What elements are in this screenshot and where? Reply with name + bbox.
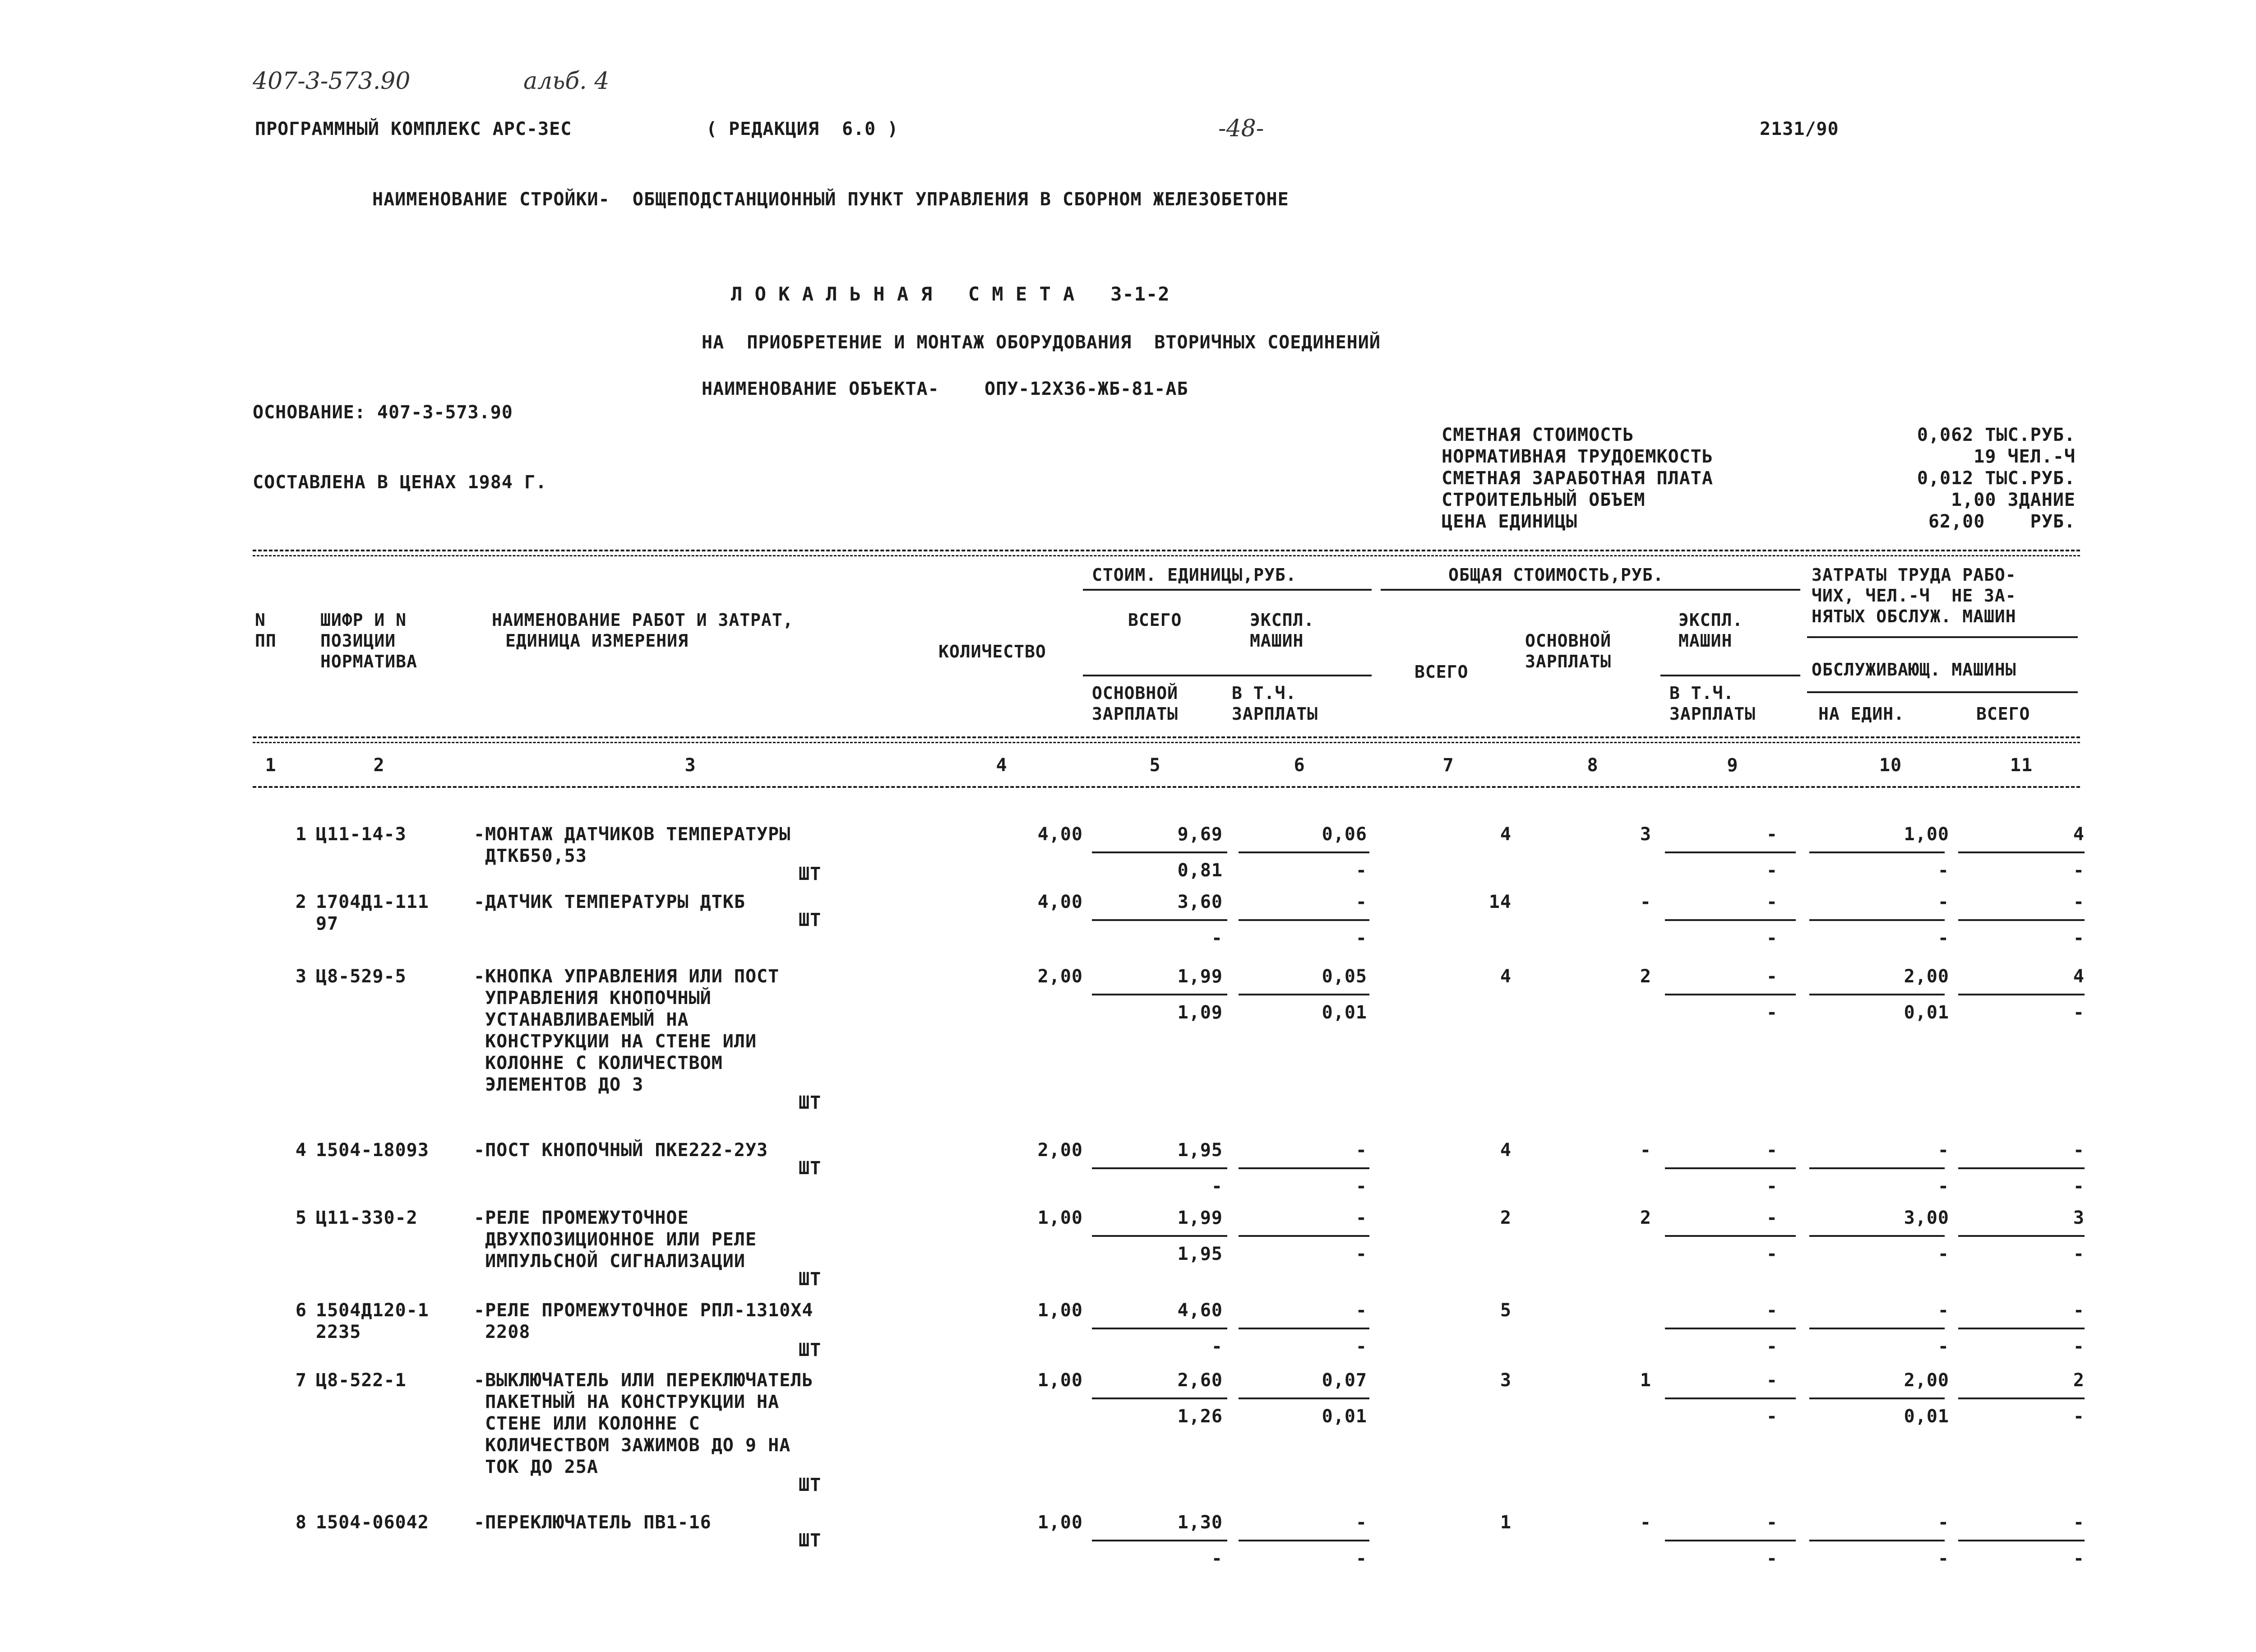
cell-c6a: - — [1355, 1512, 1367, 1533]
cell-c9a: - — [1766, 1370, 1778, 1391]
cell-c9b: - — [1766, 1176, 1778, 1197]
summary-value: 1,00 ЗДАНИЕ — [1951, 490, 2076, 510]
cell-c11a: - — [2073, 1512, 2085, 1533]
cell-c10b: - — [1937, 1548, 1949, 1569]
cell-c5b: 1,95 — [1177, 1244, 1223, 1264]
page-title: Л О К А Л Ь Н А Я С М Е Т А 3-1-2 — [731, 283, 1170, 305]
header-labor: ЧИХ, ЧЕЛ.-Ч НЕ ЗА- — [1812, 586, 2016, 606]
cell-c5b: - — [1211, 1336, 1223, 1357]
work-name: КОЛИЧЕСТВОМ ЗАЖИМОВ ДО 9 НА — [474, 1435, 791, 1456]
work-name: -КНОПКА УПРАВЛЕНИЯ ИЛИ ПОСТ — [474, 966, 780, 987]
row-number: 4 — [295, 1140, 307, 1161]
cell-c9a: - — [1766, 1140, 1778, 1161]
cell-underline — [1665, 1540, 1796, 1541]
summary-value: 0,062 ТЫС.РУБ. — [1917, 425, 2076, 445]
header-col2: ШИФР И N — [320, 610, 407, 630]
header-bottom-rule — [253, 742, 2080, 743]
work-name: 2208 — [474, 1322, 531, 1342]
construction-name: НАИМЕНОВАНИЕ СТРОЙКИ- ОБЩЕПОДСТАНЦИОННЫЙ ПУНКТ УПРАВЛЕНИЯ В СБОРНОМ ЖЕЛЕЗОБЕТОНЕ — [372, 189, 1289, 210]
page-subtitle: НА ПРИОБРЕТЕНИЕ И МОНТАЖ ОБОРУДОВАНИЯ ВТОРИЧНЫХ СОЕДИНЕНИЙ — [702, 332, 1381, 353]
cell-c8: 3 — [1640, 824, 1651, 845]
cell-c9b: - — [1766, 1336, 1778, 1357]
work-name: ТОК ДО 25А — [474, 1457, 598, 1477]
cell-underline — [1665, 1397, 1796, 1399]
cell-underline — [1958, 994, 2085, 995]
cell-c10a: 2,00 — [1904, 966, 1949, 987]
column-number: 1 — [265, 755, 277, 776]
header-unit-machines: МАШИН — [1250, 631, 1304, 651]
unit-label: ШТ — [799, 1340, 822, 1360]
work-name: -РЕЛЕ ПРОМЕЖУТОЧНОЕ РПЛ-1310Х4 — [474, 1300, 814, 1321]
cell-underline — [1665, 919, 1796, 921]
header-col3: ЕДИНИЦА ИЗМЕРЕНИЯ — [505, 631, 689, 651]
cell-underline — [1239, 1167, 1369, 1169]
cell-c11b: - — [2073, 1002, 2085, 1023]
cell-c9b: - — [1766, 1406, 1778, 1427]
header-col2: ПОЗИЦИИ — [320, 631, 396, 651]
header-unit-basic: ЗАРПЛАТЫ — [1092, 704, 1179, 724]
unit-label: ШТ — [799, 1475, 822, 1495]
cell-c8: - — [1640, 1140, 1651, 1161]
header-labor-serv: ОБСЛУЖИВАЮЩ. МАШИНЫ — [1812, 660, 2016, 680]
unit-label: ШТ — [799, 910, 822, 930]
column-number: 6 — [1294, 755, 1305, 776]
position-code: Ц11-330-2 — [316, 1208, 418, 1228]
header-numbers-rule — [253, 786, 2080, 788]
cell-underline — [1092, 1328, 1227, 1329]
header-unit-machines: ЭКСПЛ. — [1250, 610, 1315, 630]
cell-c9a: - — [1766, 824, 1778, 845]
cell-c8: - — [1640, 892, 1651, 912]
column-number: 8 — [1587, 755, 1599, 776]
edition-label: ( РЕДАКЦИЯ 6.0 ) — [706, 119, 899, 139]
position-code: 2235 — [316, 1322, 361, 1342]
header-col4: КОЛИЧЕСТВО — [938, 642, 1046, 662]
cell-underline — [1958, 1167, 2085, 1169]
cell-underline — [1809, 1167, 1945, 1169]
cell-c7: 5 — [1500, 1300, 1512, 1321]
cell-c10a: - — [1937, 1300, 1949, 1321]
handwritten-album: альб. 4 — [523, 68, 610, 95]
header-total-incl: В Т.Ч. — [1669, 683, 1734, 703]
cell-qty: 2,00 — [1037, 966, 1083, 987]
cell-underline — [1958, 1235, 2085, 1237]
work-name: УПРАВЛЕНИЯ КНОПОЧНЫЙ — [474, 988, 712, 1009]
column-number: 9 — [1727, 755, 1738, 776]
column-number: 10 — [1879, 755, 1902, 776]
cell-c10a: 3,00 — [1904, 1208, 1949, 1228]
header-top-rule — [253, 550, 2080, 551]
header-total-all: ВСЕГО — [1415, 662, 1469, 682]
cell-c5b: - — [1211, 1176, 1223, 1197]
cell-underline — [1958, 1328, 2085, 1329]
position-code: 1704Д1-111 — [316, 892, 429, 912]
cell-c6a: - — [1355, 1140, 1367, 1161]
summary-label: СМЕТНАЯ ЗАРАБОТНАЯ ПЛАТА — [1442, 468, 1713, 489]
cell-c7: 4 — [1500, 966, 1512, 987]
cell-c9b: - — [1766, 860, 1778, 881]
cell-c7: 14 — [1489, 892, 1512, 912]
cell-c6a: - — [1355, 1208, 1367, 1228]
cell-qty: 4,00 — [1037, 892, 1083, 912]
cell-c10b: - — [1937, 860, 1949, 881]
cell-c11a: - — [2073, 1300, 2085, 1321]
position-code: 1504Д120-1 — [316, 1300, 429, 1321]
column-number: 5 — [1149, 755, 1161, 776]
cell-c10b: 0,01 — [1904, 1002, 1949, 1023]
cell-underline — [1239, 1235, 1369, 1237]
header-col2: НОРМАТИВА — [320, 652, 417, 671]
header-total-basic: ОСНОВНОЙ — [1525, 631, 1612, 651]
cell-c5b: - — [1211, 928, 1223, 949]
cell-c11b: - — [2073, 1244, 2085, 1264]
cell-c6a: 0,06 — [1322, 824, 1367, 845]
cell-c11a: - — [2073, 892, 2085, 912]
cell-underline — [1809, 1328, 1945, 1329]
column-number: 4 — [996, 755, 1008, 776]
row-number: 8 — [295, 1512, 307, 1533]
cell-qty: 4,00 — [1037, 824, 1083, 845]
work-name: УСТАНАВЛИВАЕМЫЙ НА — [474, 1009, 689, 1030]
cell-c8: 2 — [1640, 966, 1651, 987]
cell-c10a: 1,00 — [1904, 824, 1949, 845]
row-number: 6 — [295, 1300, 307, 1321]
cell-c9b: - — [1766, 928, 1778, 949]
cell-c9b: - — [1766, 1002, 1778, 1023]
cell-c5b: 1,09 — [1177, 1002, 1223, 1023]
summary-label: СМЕТНАЯ СТОИМОСТЬ — [1442, 425, 1634, 445]
cell-underline — [1665, 1167, 1796, 1169]
cell-underline — [1809, 1235, 1945, 1237]
cell-c5a: 9,69 — [1177, 824, 1223, 845]
work-name: КОНСТРУКЦИИ НА СТЕНЕ ИЛИ — [474, 1031, 757, 1052]
cell-underline — [1958, 1540, 2085, 1541]
cell-underline — [1239, 851, 1369, 853]
header-bottom-rule — [253, 736, 2080, 738]
basis-label: ОСНОВАНИЕ: 407-3-573.90 — [253, 402, 513, 423]
header-divider — [1807, 636, 2078, 638]
cell-c10b: - — [1937, 928, 1949, 949]
unit-label: ШТ — [799, 1092, 822, 1113]
header-unit-incl: ЗАРПЛАТЫ — [1232, 704, 1318, 724]
header-total-cost: ОБЩАЯ СТОИМОСТЬ,РУБ. — [1448, 565, 1664, 585]
summary-label: ЦЕНА ЕДИНИЦЫ — [1442, 511, 1577, 532]
cell-c10a: 2,00 — [1904, 1370, 1949, 1391]
cell-c9a: - — [1766, 1512, 1778, 1533]
work-name: СТЕНЕ ИЛИ КОЛОННЕ С — [474, 1413, 700, 1434]
header-divider — [1807, 691, 2078, 693]
cell-c5a: 1,99 — [1177, 1208, 1223, 1228]
cell-c6b: - — [1355, 1548, 1367, 1569]
cell-underline — [1809, 919, 1945, 921]
summary-label: СТРОИТЕЛЬНЫЙ ОБЪЕМ — [1442, 490, 1646, 510]
cell-underline — [1809, 994, 1945, 995]
cell-c5b: 1,26 — [1177, 1406, 1223, 1427]
cell-c6b: - — [1355, 1176, 1367, 1197]
cell-underline — [1239, 1328, 1369, 1329]
cell-underline — [1665, 1235, 1796, 1237]
position-code: Ц8-529-5 — [316, 966, 407, 987]
cell-c10b: - — [1937, 1176, 1949, 1197]
header-unit-incl: В Т.Ч. — [1232, 683, 1297, 703]
cell-c5a: 1,30 — [1177, 1512, 1223, 1533]
work-name: ИМПУЛЬСНОЙ СИГНАЛИЗАЦИИ — [474, 1251, 745, 1272]
cell-c5a: 1,99 — [1177, 966, 1223, 987]
page-number: -48- — [1218, 115, 1264, 142]
position-code: 97 — [316, 913, 339, 934]
header-unit-basic: ОСНОВНОЙ — [1092, 683, 1179, 703]
cell-c5b: - — [1211, 1548, 1223, 1569]
work-name: -МОНТАЖ ДАТЧИКОВ ТЕМПЕРАТУРЫ — [474, 824, 791, 845]
unit-label: ШТ — [799, 1269, 822, 1290]
header-total-machines: ЭКСПЛ. — [1678, 610, 1743, 630]
cell-c5a: 3,60 — [1177, 892, 1223, 912]
row-number: 2 — [295, 892, 307, 912]
header-total-machines: МАШИН — [1678, 631, 1733, 651]
column-number: 11 — [2010, 755, 2033, 776]
position-code: 1504-06042 — [316, 1512, 429, 1533]
cell-c6a: - — [1355, 892, 1367, 912]
cell-underline — [1958, 851, 2085, 853]
position-code: Ц8-522-1 — [316, 1370, 407, 1391]
cell-c6a: 0,05 — [1322, 966, 1367, 987]
cell-c5a: 4,60 — [1177, 1300, 1223, 1321]
cell-c11a: 2 — [2073, 1370, 2085, 1391]
cell-c5a: 1,95 — [1177, 1140, 1223, 1161]
cell-c6a: 0,07 — [1322, 1370, 1367, 1391]
cell-c10a: - — [1937, 1512, 1949, 1533]
cell-c9b: - — [1766, 1244, 1778, 1264]
summary-value: 0,012 ТЫС.РУБ. — [1917, 468, 2076, 489]
work-name: ЭЛЕМЕНТОВ ДО 3 — [474, 1074, 644, 1095]
cell-c10b: - — [1937, 1244, 1949, 1264]
column-number: 3 — [684, 755, 696, 776]
cell-c11b: - — [2073, 1176, 2085, 1197]
cell-underline — [1092, 1235, 1227, 1237]
cell-c5b: 0,81 — [1177, 860, 1223, 881]
unit-label: ШТ — [799, 1158, 822, 1179]
work-name: -ПОСТ КНОПОЧНЫЙ ПКЕ222-2У3 — [474, 1140, 768, 1161]
position-code: 1504-18093 — [316, 1140, 429, 1161]
cell-c8: - — [1640, 1512, 1651, 1533]
header-unit-cost: СТОИМ. ЕДИНИЦЫ,РУБ. — [1092, 565, 1297, 585]
cell-underline — [1092, 919, 1227, 921]
cell-c7: 2 — [1500, 1208, 1512, 1228]
unit-label: ШТ — [799, 864, 822, 884]
cell-c6b: - — [1355, 860, 1367, 881]
cell-underline — [1239, 919, 1369, 921]
handwritten-project-code: 407-3-573.90 — [253, 68, 411, 95]
cell-qty: 2,00 — [1037, 1140, 1083, 1161]
work-name: -ДАТЧИК ТЕМПЕРАТУРЫ ДТКБ — [474, 892, 745, 912]
header-unit-total: ВСЕГО — [1128, 610, 1182, 630]
header-total-basic: ЗАРПЛАТЫ — [1525, 652, 1612, 671]
cell-qty: 1,00 — [1037, 1300, 1083, 1321]
cell-qty: 1,00 — [1037, 1370, 1083, 1391]
cell-c9a: - — [1766, 1208, 1778, 1228]
summary-label: НОРМАТИВНАЯ ТРУДОЕМКОСТЬ — [1442, 446, 1713, 467]
cell-c11a: 3 — [2073, 1208, 2085, 1228]
cell-c11b: - — [2073, 928, 2085, 949]
prices-note: СОСТАВЛЕНА В ЦЕНАХ 1984 Г. — [253, 472, 547, 493]
cell-underline — [1958, 1397, 2085, 1399]
work-name: -ВЫКЛЮЧАТЕЛЬ ИЛИ ПЕРЕКЛЮЧАТЕЛЬ — [474, 1370, 814, 1391]
header-labor: НЯТЫХ ОБСЛУЖ. МАШИН — [1812, 606, 2016, 626]
header-labor: ЗАТРАТЫ ТРУДА РАБО- — [1812, 565, 2016, 585]
cell-c8: 2 — [1640, 1208, 1651, 1228]
cell-underline — [1239, 1540, 1369, 1541]
header-divider — [1381, 589, 1800, 591]
work-name: КОЛОННЕ С КОЛИЧЕСТВОМ — [474, 1053, 723, 1074]
row-number: 7 — [295, 1370, 307, 1391]
right-code: 2131/90 — [1760, 119, 1839, 139]
cell-c9a: - — [1766, 892, 1778, 912]
header-divider — [1083, 675, 1372, 676]
position-code: Ц11-14-3 — [316, 824, 407, 845]
cell-c7: 4 — [1500, 1140, 1512, 1161]
cell-c6b: 0,01 — [1322, 1002, 1367, 1023]
row-number: 1 — [295, 824, 307, 845]
unit-label: ШТ — [799, 1530, 822, 1551]
cell-c7: 1 — [1500, 1512, 1512, 1533]
cell-underline — [1665, 1328, 1796, 1329]
program-line: ПРОГРАММНЫЙ КОМПЛЕКС АРС-ЗЕС — [255, 119, 572, 139]
cell-underline — [1092, 851, 1227, 853]
cell-underline — [1809, 1540, 1945, 1541]
cell-c11b: - — [2073, 1548, 2085, 1569]
work-name: ДВУХПОЗИЦИОННОЕ ИЛИ РЕЛЕ — [474, 1229, 757, 1250]
header-divider — [1660, 675, 1800, 676]
cell-c6b: - — [1355, 1244, 1367, 1264]
cell-underline — [1809, 1397, 1945, 1399]
cell-c9a: - — [1766, 1300, 1778, 1321]
cell-c11a: 4 — [2073, 824, 2085, 845]
header-divider — [1083, 589, 1372, 591]
cell-c10a: - — [1937, 892, 1949, 912]
cell-c6b: - — [1355, 1336, 1367, 1357]
cell-underline — [1092, 1397, 1227, 1399]
cell-c6a: - — [1355, 1300, 1367, 1321]
header-col1: N — [255, 610, 266, 630]
header-col1: ПП — [255, 631, 277, 651]
cell-c6b: - — [1355, 928, 1367, 949]
cell-underline — [1092, 1540, 1227, 1541]
cell-underline — [1809, 851, 1945, 853]
cell-c7: 4 — [1500, 824, 1512, 845]
cell-underline — [1665, 994, 1796, 995]
cell-c11b: - — [2073, 1336, 2085, 1357]
header-total-incl: ЗАРПЛАТЫ — [1669, 704, 1756, 724]
cell-underline — [1239, 994, 1369, 995]
cell-c11b: - — [2073, 1406, 2085, 1427]
row-number: 5 — [295, 1208, 307, 1228]
cell-underline — [1092, 994, 1227, 995]
header-col3: НАИМЕНОВАНИЕ РАБОТ И ЗАТРАТ, — [492, 610, 794, 630]
header-labor-unit: НА ЕДИН. — [1818, 704, 1905, 724]
row-number: 3 — [295, 966, 307, 987]
cell-qty: 1,00 — [1037, 1512, 1083, 1533]
summary-value: 62,00 РУБ. — [1928, 511, 2076, 532]
cell-c10b: 0,01 — [1904, 1406, 1949, 1427]
cell-c9a: - — [1766, 966, 1778, 987]
header-labor-total: ВСЕГО — [1976, 704, 2030, 724]
cell-c10b: - — [1937, 1336, 1949, 1357]
work-name: ПАКЕТНЫЙ НА КОНСТРУКЦИИ НА — [474, 1392, 780, 1412]
cell-c11b: - — [2073, 860, 2085, 881]
cell-underline — [1239, 1397, 1369, 1399]
cell-underline — [1665, 851, 1796, 853]
column-number: 2 — [373, 755, 385, 776]
cell-c11a: 4 — [2073, 966, 2085, 987]
column-number: 7 — [1442, 755, 1454, 776]
work-name: -РЕЛЕ ПРОМЕЖУТОЧНОЕ — [474, 1208, 689, 1228]
cell-underline — [1092, 1167, 1227, 1169]
cell-qty: 1,00 — [1037, 1208, 1083, 1228]
header-top-rule — [253, 555, 2080, 556]
cell-c8: 1 — [1640, 1370, 1651, 1391]
cell-c7: 3 — [1500, 1370, 1512, 1391]
cell-c11a: - — [2073, 1140, 2085, 1161]
summary-value: 19 ЧЕЛ.-Ч — [1974, 446, 2076, 467]
work-name: -ПЕРЕКЛЮЧАТЕЛЬ ПВ1-16 — [474, 1512, 712, 1533]
cell-c9b: - — [1766, 1548, 1778, 1569]
cell-c6b: 0,01 — [1322, 1406, 1367, 1427]
cell-underline — [1958, 919, 2085, 921]
object-name: НАИМЕНОВАНИЕ ОБЪЕКТА- ОПУ-12Х36-ЖБ-81-АБ — [702, 379, 1188, 399]
cell-c5a: 2,60 — [1177, 1370, 1223, 1391]
cell-c10a: - — [1937, 1140, 1949, 1161]
work-name: ДТКБ50,53 — [474, 846, 587, 866]
